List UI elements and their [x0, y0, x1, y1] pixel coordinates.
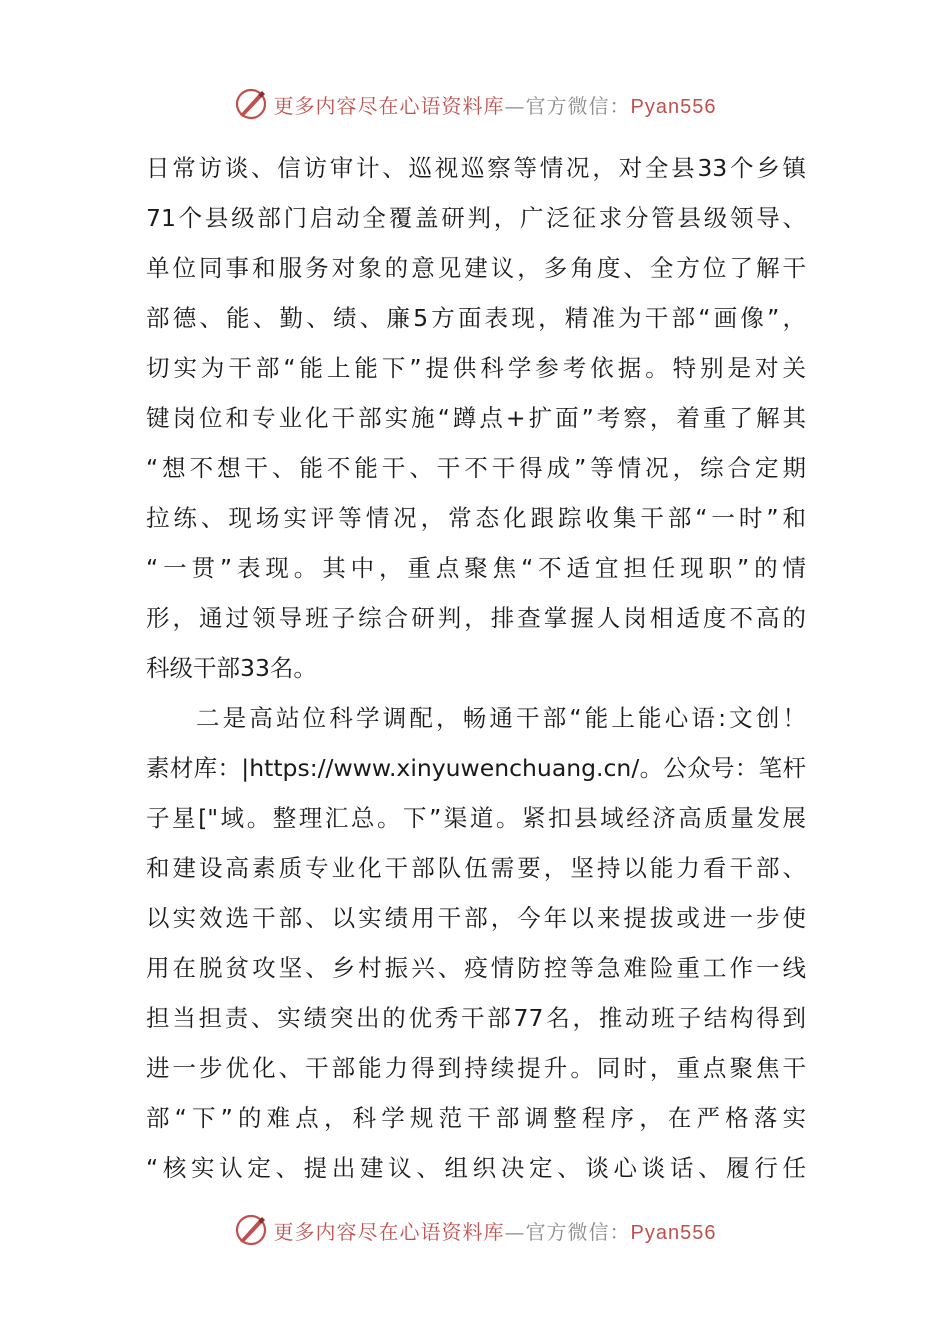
body-line: 用在脱贫攻坚、乡村振兴、疫情防控等急难险重工作一线: [146, 954, 806, 982]
body-line: 切实为干部“能上能下”提供科学参考依据。特别是对关: [146, 354, 806, 382]
body-line: 拉练、现场实评等情况，常态化跟踪收集干部“一时”和: [146, 504, 806, 532]
body-line: “想不想干、能不能干、干不干得成”等情况，综合定期: [146, 454, 806, 482]
footer-wechat-id: Pyan556: [630, 1221, 717, 1244]
body-line: 担当担责、实绩突出的优秀干部77名，推动班子结构得到: [146, 1004, 806, 1032]
document-body: [146, 143, 806, 1193]
body-line: 部德、能、勤、绩、廉5方面表现，精准为干部“画像”，: [146, 304, 806, 332]
pen-circle-logo-icon: [234, 87, 268, 121]
footer-banner-text: [274, 1216, 717, 1245]
footer-banner: [0, 1210, 950, 1250]
body-line: 单位同事和服务对象的意见建议，多角度、全方位了解干: [146, 254, 806, 282]
body-line: 进一步优化、干部能力得到持续提升。同时，重点聚焦干: [146, 1054, 806, 1082]
header-official-text: —官方微信：: [504, 93, 631, 118]
body-line: 71个县级部门启动全覆盖研判，广泛征求分管县级领导、: [146, 204, 806, 232]
body-line: “核实认定、提出建议、组织决定、谈心谈话、履行任: [146, 1154, 806, 1182]
body-line: 以实效选干部、以实绩用干部，今年以来提拔或进一步使: [146, 904, 806, 932]
body-line-paragraph-start: 二是高站位科学调配，畅通干部“能上能心语:文创！: [196, 704, 806, 732]
footer-brand-text: 更多内容尽在心语资料库: [273, 1219, 505, 1244]
body-line: “一贯”表现。其中，重点聚焦“不适宜担任现职”的情: [146, 554, 806, 582]
body-line: 子星["域。整理汇总。下”渠道。紧扣县域经济高质量发展: [146, 804, 806, 832]
footer-official-text: —官方微信：: [504, 1219, 631, 1244]
header-brand-text: 更多内容尽在心语资料库: [273, 93, 505, 118]
body-line: 键岗位和专业化干部实施“蹲点+扩面”考察，着重了解其: [146, 404, 806, 432]
body-line-with-link: 素材库：|https://www.xinyuwenchuang.cn/。公众号：笔杆: [146, 754, 806, 782]
header-banner: [0, 84, 950, 124]
body-line: 日常访谈、信访审计、巡视巡察等情况，对全县33个乡镇: [146, 154, 806, 182]
body-line: 形，通过领导班子综合研判，排查掌握人岗相适度不高的: [146, 604, 806, 632]
header-banner-text: [274, 90, 717, 119]
pen-circle-logo-icon: [234, 1213, 268, 1247]
header-wechat-id: Pyan556: [630, 95, 717, 118]
body-line: 部“下”的难点，科学规范干部调整程序，在严格落实: [146, 1104, 806, 1132]
body-line: 科级干部33名。: [146, 654, 317, 682]
body-line: 和建设高素质专业化干部队伍需要，坚持以能力看干部、: [146, 854, 806, 882]
footer-banner-inner: [234, 1213, 717, 1247]
header-banner-inner: [234, 87, 717, 121]
